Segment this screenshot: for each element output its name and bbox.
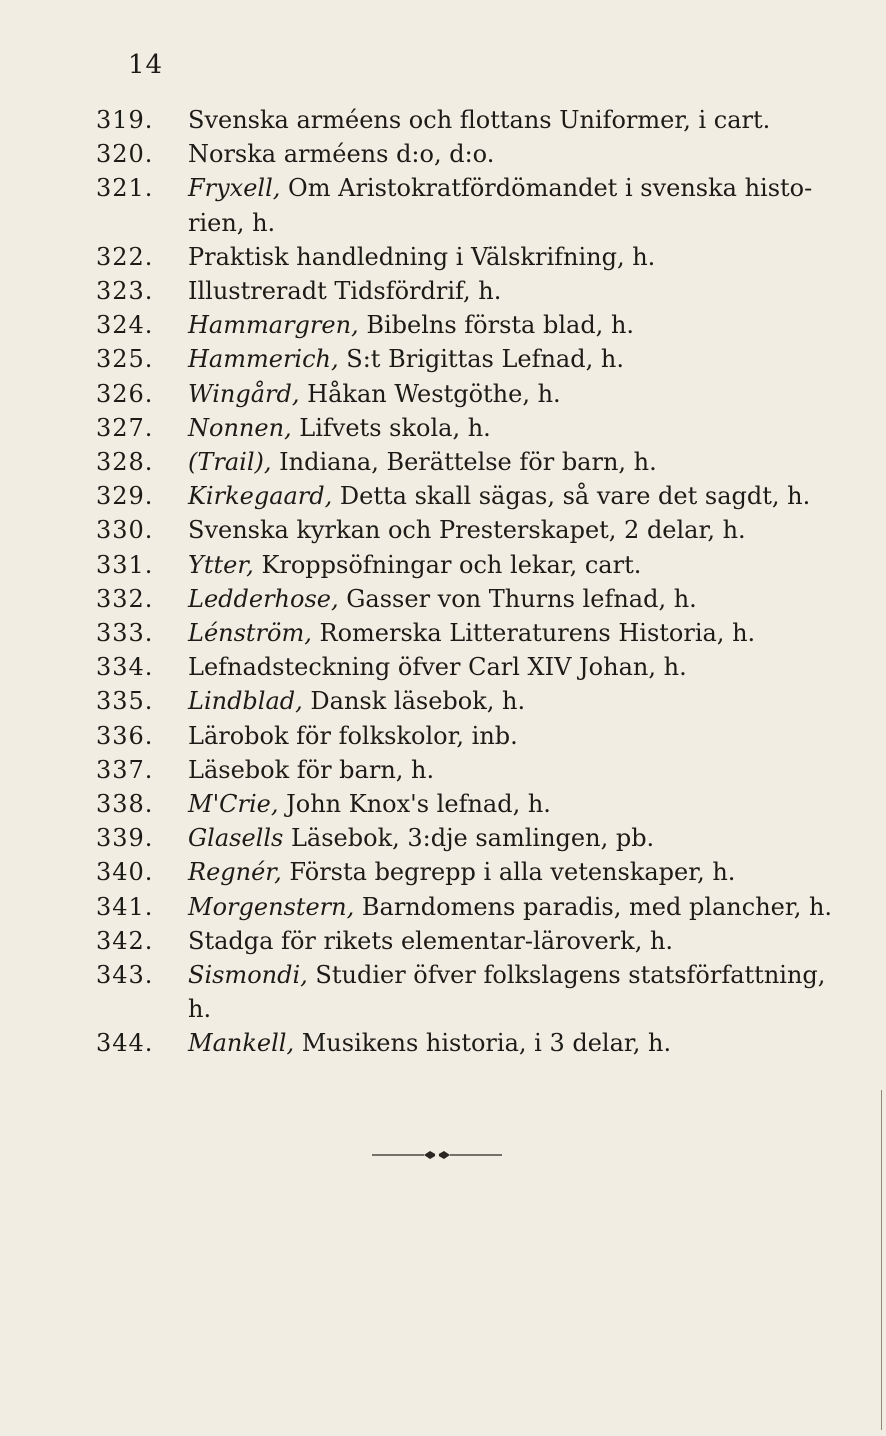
entry-body bbox=[188, 890, 856, 924]
entry-author: Nonnen, bbox=[188, 413, 292, 442]
entry-title: Studier öfver folkslagens statsförfattning, h. bbox=[188, 961, 826, 1024]
entry-number: 334. bbox=[96, 653, 154, 682]
entry-number: 325. bbox=[96, 345, 154, 374]
entry-author: Sismondi, bbox=[188, 961, 308, 990]
entry-number: 341. bbox=[96, 892, 154, 921]
entry-title: Lifvets skola, h. bbox=[299, 413, 491, 442]
catalogue-entry bbox=[96, 548, 856, 582]
entry-body bbox=[188, 924, 856, 958]
entry-title: John Knox's lefnad, h. bbox=[286, 790, 551, 819]
entry-body bbox=[188, 342, 856, 376]
page-edge bbox=[881, 1090, 882, 1430]
entry-title: Norska arméens d:o, d:o. bbox=[188, 140, 495, 169]
entry-author: Ledderhose, bbox=[188, 584, 339, 613]
entry-body bbox=[188, 411, 856, 445]
entry-body bbox=[188, 650, 856, 684]
entry-body bbox=[188, 513, 856, 547]
entry-body bbox=[188, 137, 856, 171]
catalogue-entry bbox=[96, 274, 856, 308]
entry-number: 344. bbox=[96, 1029, 154, 1058]
entry-title: Läsebok, 3:dje samlingen, pb. bbox=[290, 824, 655, 853]
entry-title: Barndomens paradis, med plancher, h. bbox=[361, 892, 833, 921]
entry-body bbox=[188, 582, 856, 616]
page-number: 14 bbox=[128, 50, 164, 80]
entry-author: Ytter, bbox=[188, 550, 254, 579]
entry-body bbox=[188, 958, 856, 1026]
catalogue-entry bbox=[96, 753, 856, 787]
entry-number: 320. bbox=[96, 140, 154, 169]
entry-author: Kirkegaard, bbox=[188, 482, 333, 511]
entry-number: 327. bbox=[96, 413, 154, 442]
entry-number: 332. bbox=[96, 584, 154, 613]
catalogue-entry bbox=[96, 787, 856, 821]
catalogue-list bbox=[96, 103, 856, 1061]
entry-author: Mankell, bbox=[188, 1029, 295, 1058]
catalogue-entry bbox=[96, 924, 856, 958]
catalogue-entry bbox=[96, 821, 856, 855]
entry-title: Dansk läsebok, h. bbox=[310, 687, 526, 716]
entry-title: Musikens historia, i 3 delar, h. bbox=[301, 1029, 672, 1058]
entry-title: Indiana, Berättelse för barn, h. bbox=[279, 448, 657, 477]
catalogue-entry bbox=[96, 855, 856, 889]
entry-number: 321. bbox=[96, 174, 154, 203]
entry-number: 337. bbox=[96, 755, 154, 784]
entry-author: Wingård, bbox=[188, 379, 300, 408]
entry-author: Regnér, bbox=[188, 858, 282, 887]
entry-author: Lindblad, bbox=[188, 687, 303, 716]
catalogue-entry bbox=[96, 103, 856, 137]
entry-body bbox=[188, 684, 856, 718]
entry-number: 319. bbox=[96, 106, 154, 134]
catalogue-entry bbox=[96, 137, 856, 171]
entry-number: 323. bbox=[96, 277, 154, 306]
entry-author: Hammargren, bbox=[188, 311, 359, 340]
entry-title: S:t Brigittas Lefnad, h. bbox=[346, 345, 624, 374]
entry-body bbox=[188, 171, 856, 239]
catalogue-entry bbox=[96, 582, 856, 616]
entry-body bbox=[188, 616, 856, 650]
ornament-divider bbox=[372, 1148, 502, 1162]
catalogue-entry bbox=[96, 684, 856, 718]
entry-body bbox=[188, 479, 856, 513]
entry-author: M'Crie, bbox=[188, 790, 279, 819]
catalogue-entry bbox=[96, 616, 856, 650]
entry-body bbox=[188, 103, 856, 137]
entry-title: Praktisk handledning i Välskrifning, h. bbox=[188, 242, 656, 271]
entry-author: (Trail), bbox=[188, 448, 272, 477]
entry-body bbox=[188, 719, 856, 753]
entry-title: Håkan Westgöthe, h. bbox=[307, 379, 561, 408]
entry-title: Romerska Litteraturens Historia, h. bbox=[319, 619, 756, 648]
catalogue-entry bbox=[96, 240, 856, 274]
entry-title: Illustreradt Tidsfördrif, h. bbox=[188, 277, 502, 306]
catalogue-entry bbox=[96, 650, 856, 684]
entry-number: 326. bbox=[96, 379, 154, 408]
entry-number: 322. bbox=[96, 242, 154, 271]
entry-body bbox=[188, 787, 856, 821]
catalogue-entry bbox=[96, 479, 856, 513]
entry-title: Svenska arméens och flottans Uniformer, i cart. bbox=[188, 106, 771, 134]
catalogue-entry bbox=[96, 890, 856, 924]
entry-title: Kroppsöfningar och lekar, cart. bbox=[261, 550, 642, 579]
entry-number: 330. bbox=[96, 516, 154, 545]
entry-body bbox=[188, 377, 856, 411]
entry-number: 335. bbox=[96, 687, 154, 716]
entry-body bbox=[188, 855, 856, 889]
entry-author: Morgenstern, bbox=[188, 892, 355, 921]
entry-number: 342. bbox=[96, 926, 154, 955]
catalogue-entry bbox=[96, 411, 856, 445]
entry-number: 331. bbox=[96, 550, 154, 579]
entry-body bbox=[188, 753, 856, 787]
entry-author: Glasells bbox=[188, 824, 284, 853]
entry-title: Detta skall sägas, så vare det sagdt, h. bbox=[339, 482, 811, 511]
entry-number: 336. bbox=[96, 721, 154, 750]
catalogue-entry bbox=[96, 308, 856, 342]
catalogue-entry bbox=[96, 342, 856, 376]
entry-title: Svenska kyrkan och Presterskapet, 2 delar, h. bbox=[188, 516, 746, 545]
entry-body bbox=[188, 821, 856, 855]
entry-number: 328. bbox=[96, 448, 154, 477]
entry-body bbox=[188, 308, 856, 342]
entry-continuation: rien, h. bbox=[188, 208, 276, 237]
entry-number: 343. bbox=[96, 961, 154, 990]
catalogue-entry bbox=[96, 377, 856, 411]
entry-title: Lefnadsteckning öfver Carl XIV Johan, h. bbox=[188, 653, 687, 682]
entry-number: 338. bbox=[96, 790, 154, 819]
catalogue-entry bbox=[96, 1026, 856, 1060]
entry-title: Om Aristokratfördömandet i svenska histo- bbox=[288, 174, 813, 203]
entry-body bbox=[188, 445, 856, 479]
entry-author: Fryxell, bbox=[188, 174, 281, 203]
entry-body bbox=[188, 548, 856, 582]
catalogue-entry bbox=[96, 958, 856, 1026]
entry-title: Första begrepp i alla vetenskaper, h. bbox=[289, 858, 736, 887]
catalogue-entry bbox=[96, 445, 856, 479]
catalogue-entry bbox=[96, 719, 856, 753]
entry-title: Lärobok för folkskolor, inb. bbox=[188, 721, 518, 750]
entry-number: 340. bbox=[96, 858, 154, 887]
entry-number: 324. bbox=[96, 311, 154, 340]
entry-title: Stadga för rikets elementar-läroverk, h. bbox=[188, 926, 674, 955]
entry-author: Hammerich, bbox=[188, 345, 339, 374]
entry-title: Bibelns första blad, h. bbox=[366, 311, 635, 340]
entry-title: Gasser von Thurns lefnad, h. bbox=[346, 584, 697, 613]
entry-number: 339. bbox=[96, 824, 154, 853]
entry-title: Läsebok för barn, h. bbox=[188, 755, 435, 784]
entry-author: Lénström, bbox=[188, 619, 312, 648]
catalogue-entry bbox=[96, 171, 856, 239]
entry-body bbox=[188, 1026, 856, 1060]
entry-body bbox=[188, 274, 856, 308]
entry-number: 333. bbox=[96, 619, 154, 648]
entry-number: 329. bbox=[96, 482, 154, 511]
entry-body bbox=[188, 240, 856, 274]
catalogue-entry bbox=[96, 513, 856, 547]
